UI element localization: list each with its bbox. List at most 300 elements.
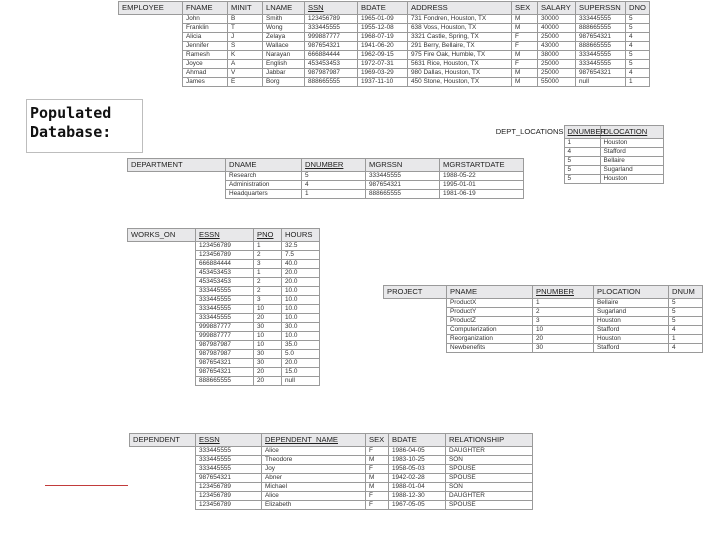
table-cell: 987654321 xyxy=(576,33,626,42)
table-cell: Joyce xyxy=(183,60,228,69)
table-cell: SPOUSE xyxy=(446,501,533,510)
header-row xyxy=(130,434,533,447)
department-table xyxy=(127,158,524,199)
header-row xyxy=(119,2,650,15)
table-cell: 333445555 xyxy=(576,15,626,24)
table-cell: 4 xyxy=(669,344,703,353)
table-row xyxy=(128,278,320,287)
table-cell: 888665555 xyxy=(196,377,254,386)
row-spacer xyxy=(128,181,226,190)
table-cell: 5631 Rice, Houston, TX xyxy=(408,60,512,69)
table-row xyxy=(128,314,320,323)
row-spacer xyxy=(128,190,226,199)
table-cell: Reorganization xyxy=(447,335,533,344)
table-row xyxy=(130,501,533,510)
table-row xyxy=(119,15,650,24)
table-cell: Sugarland xyxy=(600,166,663,175)
table-cell: M xyxy=(366,483,389,492)
row-spacer xyxy=(384,317,447,326)
table-cell: 888665555 xyxy=(366,190,440,199)
table-cell: SPOUSE xyxy=(446,465,533,474)
table-cell: 10.0 xyxy=(282,287,320,296)
table-row xyxy=(128,242,320,251)
table-cell: 999887777 xyxy=(196,323,254,332)
table-cell: 1995-01-01 xyxy=(440,181,524,190)
table-cell: Franklin xyxy=(183,24,228,33)
table-cell: 30000 xyxy=(538,15,576,24)
table-cell: 20 xyxy=(254,368,282,377)
table-cell: K xyxy=(228,51,263,60)
row-spacer xyxy=(128,305,196,314)
table-row xyxy=(128,287,320,296)
row-spacer xyxy=(128,287,196,296)
table-cell: 43000 xyxy=(538,42,576,51)
table-cell: 2 xyxy=(254,287,282,296)
row-spacer xyxy=(119,15,183,24)
table-cell: 5 xyxy=(564,157,600,166)
table-cell: F xyxy=(366,447,389,456)
table-cell: null xyxy=(576,78,626,87)
column-header: SUPERSSN xyxy=(576,2,626,15)
table-cell: Wallace xyxy=(263,42,305,51)
table-cell: 1958-05-03 xyxy=(389,465,446,474)
table-cell: Zelaya xyxy=(263,33,305,42)
table-cell: 1968-07-19 xyxy=(358,33,408,42)
table-cell: 25000 xyxy=(538,60,576,69)
table-cell: 20 xyxy=(254,377,282,386)
employee-grid xyxy=(118,1,650,87)
row-spacer xyxy=(128,260,196,269)
table-cell: B xyxy=(228,15,263,24)
table-cell: Narayan xyxy=(263,51,305,60)
table-cell: ProductY xyxy=(447,308,533,317)
table-cell: 999887777 xyxy=(196,332,254,341)
row-spacer xyxy=(119,24,183,33)
column-header: FNAME xyxy=(183,2,228,15)
table-cell: 3 xyxy=(254,260,282,269)
table-cell: Ramesh xyxy=(183,51,228,60)
table-cell: F xyxy=(512,33,538,42)
table-cell: 987987987 xyxy=(196,350,254,359)
table-cell: 2 xyxy=(254,278,282,287)
table-cell: Newbenefits xyxy=(447,344,533,353)
row-spacer xyxy=(130,447,196,456)
table-cell: 30 xyxy=(254,350,282,359)
table-row xyxy=(128,296,320,305)
table-cell: 731 Fondren, Houston, TX xyxy=(408,15,512,24)
table-cell: 4 xyxy=(626,33,650,42)
table-cell: 4 xyxy=(626,69,650,78)
row-spacer xyxy=(119,60,183,69)
table-cell: 333445555 xyxy=(196,447,262,456)
table-cell: 980 Dallas, Houston, TX xyxy=(408,69,512,78)
table-cell: Headquarters xyxy=(226,190,302,199)
table-row xyxy=(128,190,524,199)
table-row xyxy=(128,359,320,368)
table-cell: Houston xyxy=(600,139,663,148)
table-cell: 333445555 xyxy=(196,456,262,465)
column-header: DNAME xyxy=(226,159,302,172)
table-cell: 30.0 xyxy=(282,323,320,332)
table-cell: 1 xyxy=(254,269,282,278)
table-cell: 1 xyxy=(302,190,366,199)
row-spacer xyxy=(128,172,226,181)
column-header: ADDRESS xyxy=(408,2,512,15)
table-cell: M xyxy=(366,474,389,483)
table-cell: 5 xyxy=(626,24,650,33)
table-cell: Administration xyxy=(226,181,302,190)
table-cell: Alicia xyxy=(183,33,228,42)
table-cell: 20.0 xyxy=(282,269,320,278)
row-spacer xyxy=(119,69,183,78)
table-cell: 888665555 xyxy=(576,42,626,51)
table-cell: 333445555 xyxy=(196,287,254,296)
row-spacer xyxy=(128,341,196,350)
table-cell: 5 xyxy=(626,51,650,60)
table-cell: 1 xyxy=(533,299,594,308)
column-header: SSN xyxy=(305,2,358,15)
column-header: DNO xyxy=(626,2,650,15)
table-row xyxy=(119,24,650,33)
table-cell: 888665555 xyxy=(305,78,358,87)
table-cell: DAUGHTER xyxy=(446,492,533,501)
table-cell: 123456789 xyxy=(196,483,262,492)
column-header: ESSN xyxy=(196,434,262,447)
table-cell: M xyxy=(512,78,538,87)
table-cell: Sugarland xyxy=(594,308,669,317)
table-cell: M xyxy=(512,51,538,60)
table-cell: 1981-06-19 xyxy=(440,190,524,199)
table-cell: M xyxy=(366,456,389,465)
table-cell: 2 xyxy=(254,251,282,260)
row-spacer xyxy=(119,33,183,42)
table-cell: ProductZ xyxy=(447,317,533,326)
row-spacer xyxy=(128,251,196,260)
table-cell: 1955-12-08 xyxy=(358,24,408,33)
table-cell: 10.0 xyxy=(282,332,320,341)
table-cell: 123456789 xyxy=(305,15,358,24)
table-row xyxy=(130,456,533,465)
column-header: MINIT xyxy=(228,2,263,15)
table-cell: 4 xyxy=(564,148,600,157)
table-cell: 30 xyxy=(533,344,594,353)
row-spacer xyxy=(119,42,183,51)
table-name: PROJECT xyxy=(384,286,447,299)
table-cell: 1 xyxy=(669,335,703,344)
column-header: SEX xyxy=(366,434,389,447)
table-cell: 3321 Castle, Spring, TX xyxy=(408,33,512,42)
column-header: PNAME xyxy=(447,286,533,299)
row-spacer xyxy=(128,377,196,386)
table-row xyxy=(128,332,320,341)
works-on-grid xyxy=(127,228,320,386)
project-grid xyxy=(383,285,703,353)
table-cell: Stafford xyxy=(594,344,669,353)
table-name: DEPT_LOCATIONS xyxy=(495,127,564,136)
table-cell: M xyxy=(512,24,538,33)
table-cell: Joy xyxy=(262,465,366,474)
table-cell: Jabbar xyxy=(263,69,305,78)
table-cell: 3 xyxy=(533,317,594,326)
table-cell: F xyxy=(366,492,389,501)
row-spacer xyxy=(128,350,196,359)
table-cell: 666884444 xyxy=(305,51,358,60)
table-row xyxy=(128,269,320,278)
column-header: HOURS xyxy=(282,229,320,242)
table-cell: 987654321 xyxy=(196,474,262,483)
table-cell: 10 xyxy=(533,326,594,335)
table-name: WORKS_ON xyxy=(128,229,196,242)
table-row xyxy=(119,78,650,87)
table-row xyxy=(384,326,703,335)
table-row xyxy=(128,350,320,359)
table-cell: 38000 xyxy=(538,51,576,60)
table-cell: 10.0 xyxy=(282,314,320,323)
table-cell: Theodore xyxy=(262,456,366,465)
row-spacer xyxy=(128,296,196,305)
table-row xyxy=(130,483,533,492)
header-row xyxy=(384,286,703,299)
table-row xyxy=(128,172,524,181)
table-name: DEPENDENT xyxy=(130,434,196,447)
table-cell: Stafford xyxy=(600,148,663,157)
row-spacer xyxy=(384,344,447,353)
table-name: DEPARTMENT xyxy=(128,159,226,172)
row-spacer xyxy=(128,269,196,278)
table-cell: 1988-05-22 xyxy=(440,172,524,181)
table-cell: SPOUSE xyxy=(446,474,533,483)
table-cell: 5 xyxy=(626,15,650,24)
table-cell: M xyxy=(512,15,538,24)
table-row xyxy=(130,474,533,483)
table-cell: 333445555 xyxy=(576,51,626,60)
table-cell: 5 xyxy=(669,317,703,326)
table-cell: DAUGHTER xyxy=(446,447,533,456)
row-spacer xyxy=(130,501,196,510)
table-row xyxy=(384,308,703,317)
table-cell: F xyxy=(512,42,538,51)
table-cell: E xyxy=(228,78,263,87)
table-cell: 987654321 xyxy=(366,181,440,190)
column-header: ESSN xyxy=(196,229,254,242)
column-header: MGRSTARTDATE xyxy=(440,159,524,172)
column-header: DNUMBER xyxy=(564,126,600,139)
table-row xyxy=(467,139,663,148)
column-header: LNAME xyxy=(263,2,305,15)
table-row xyxy=(128,368,320,377)
table-cell: 5 xyxy=(302,172,366,181)
row-spacer xyxy=(128,278,196,287)
row-spacer xyxy=(467,148,564,157)
header-row xyxy=(128,159,524,172)
table-cell: 987654321 xyxy=(305,42,358,51)
table-cell: 4 xyxy=(302,181,366,190)
table-cell: 25000 xyxy=(538,69,576,78)
table-row xyxy=(128,181,524,190)
table-cell: 5 xyxy=(564,166,600,175)
table-row xyxy=(128,341,320,350)
column-header: RELATIONSHIP xyxy=(446,434,533,447)
table-cell: F xyxy=(366,501,389,510)
table-row xyxy=(467,148,663,157)
table-cell: 450 Stone, Houston, TX xyxy=(408,78,512,87)
table-cell: Houston xyxy=(594,335,669,344)
table-cell: 1962-09-15 xyxy=(358,51,408,60)
table-cell: 5 xyxy=(564,175,600,184)
table-cell: 20 xyxy=(533,335,594,344)
table-cell: 1986-04-05 xyxy=(389,447,446,456)
header-row xyxy=(467,126,663,139)
row-spacer xyxy=(130,456,196,465)
table-row xyxy=(128,251,320,260)
table-cell: 35.0 xyxy=(282,341,320,350)
table-cell: 999887777 xyxy=(305,33,358,42)
table-cell: 1941-06-20 xyxy=(358,42,408,51)
column-header: MGRSSN xyxy=(366,159,440,172)
table-cell: 20.0 xyxy=(282,359,320,368)
row-spacer xyxy=(384,308,447,317)
row-spacer xyxy=(128,359,196,368)
column-header: PNUMBER xyxy=(533,286,594,299)
table-cell: 333445555 xyxy=(366,172,440,181)
table-row xyxy=(130,465,533,474)
table-cell: Jennifer xyxy=(183,42,228,51)
table-cell: 1983-10-25 xyxy=(389,456,446,465)
table-cell: 2 xyxy=(533,308,594,317)
table-cell: Wong xyxy=(263,24,305,33)
table-cell: S xyxy=(228,42,263,51)
table-cell: Michael xyxy=(262,483,366,492)
column-header: BDATE xyxy=(358,2,408,15)
table-cell: 10 xyxy=(254,305,282,314)
column-header: SEX xyxy=(512,2,538,15)
table-row xyxy=(130,492,533,501)
table-cell: F xyxy=(366,465,389,474)
table-cell: 1972-07-31 xyxy=(358,60,408,69)
table-cell: Houston xyxy=(600,175,663,184)
table-cell: 20 xyxy=(254,314,282,323)
table-cell: 4 xyxy=(626,42,650,51)
row-spacer xyxy=(130,492,196,501)
table-cell: 123456789 xyxy=(196,501,262,510)
table-cell: 987987987 xyxy=(196,341,254,350)
table-cell: 638 Voss, Houston, TX xyxy=(408,24,512,33)
table-cell: 987654321 xyxy=(196,359,254,368)
row-spacer xyxy=(128,242,196,251)
table-cell: 1937-11-10 xyxy=(358,78,408,87)
table-cell: 453453453 xyxy=(196,269,254,278)
dependent-table xyxy=(129,433,533,510)
table-cell: Alice xyxy=(262,447,366,456)
row-spacer xyxy=(128,323,196,332)
column-header: DNUMBER xyxy=(302,159,366,172)
table-cell: A xyxy=(228,60,263,69)
row-spacer xyxy=(130,465,196,474)
row-spacer xyxy=(128,368,196,377)
table-cell: 40000 xyxy=(538,24,576,33)
table-cell: 1967-05-05 xyxy=(389,501,446,510)
table-cell: 888665555 xyxy=(576,24,626,33)
table-cell: T xyxy=(228,24,263,33)
table-cell: SON xyxy=(446,456,533,465)
table-cell: 10.0 xyxy=(282,305,320,314)
table-cell: 32.5 xyxy=(282,242,320,251)
table-row xyxy=(384,335,703,344)
table-cell: 3 xyxy=(254,296,282,305)
table-cell: Elizabeth xyxy=(262,501,366,510)
table-cell: 123456789 xyxy=(196,242,254,251)
table-row xyxy=(119,33,650,42)
table-cell: 10.0 xyxy=(282,296,320,305)
table-row xyxy=(119,42,650,51)
table-cell: 1 xyxy=(626,78,650,87)
table-cell: 7.5 xyxy=(282,251,320,260)
table-cell: 123456789 xyxy=(196,251,254,260)
table-cell: 1 xyxy=(564,139,600,148)
table-cell: SON xyxy=(446,483,533,492)
table-cell: 4 xyxy=(669,326,703,335)
row-spacer xyxy=(384,335,447,344)
table-cell: Abner xyxy=(262,474,366,483)
table-cell: 5 xyxy=(669,299,703,308)
table-cell: Research xyxy=(226,172,302,181)
table-cell: Bellaire xyxy=(594,299,669,308)
table-row xyxy=(128,305,320,314)
column-header: BDATE xyxy=(389,434,446,447)
table-cell: 30 xyxy=(254,359,282,368)
table-row xyxy=(128,323,320,332)
row-spacer xyxy=(128,314,196,323)
column-header: DLOCATION xyxy=(600,126,663,139)
table-row xyxy=(128,377,320,386)
table-cell: 30 xyxy=(254,323,282,332)
table-cell: 1942-02-28 xyxy=(389,474,446,483)
table-name: EMPLOYEE xyxy=(119,2,183,15)
table-cell: 25000 xyxy=(538,33,576,42)
table-cell: 987987987 xyxy=(305,69,358,78)
table-cell: 333445555 xyxy=(196,314,254,323)
table-cell: 333445555 xyxy=(305,24,358,33)
table-row xyxy=(384,344,703,353)
table-cell: 291 Berry, Bellaire, TX xyxy=(408,42,512,51)
table-cell: John xyxy=(183,15,228,24)
row-spacer xyxy=(384,299,447,308)
column-header: DNUM xyxy=(669,286,703,299)
table-cell: 10 xyxy=(254,332,282,341)
table-row xyxy=(384,299,703,308)
row-spacer xyxy=(128,332,196,341)
header-row xyxy=(128,229,320,242)
table-cell: 10 xyxy=(254,341,282,350)
department-grid xyxy=(127,158,524,199)
table-cell: Ahmad xyxy=(183,69,228,78)
table-cell: 1965-01-09 xyxy=(358,15,408,24)
table-cell: M xyxy=(512,69,538,78)
table-cell: 5.0 xyxy=(282,350,320,359)
table-cell: 975 Fire Oak, Humble, TX xyxy=(408,51,512,60)
project-table xyxy=(383,285,703,353)
table-cell: 1969-03-29 xyxy=(358,69,408,78)
table-row xyxy=(119,60,650,69)
table-cell: 1988-01-04 xyxy=(389,483,446,492)
column-header: SALARY xyxy=(538,2,576,15)
table-cell: 5 xyxy=(626,60,650,69)
table-cell: 333445555 xyxy=(196,465,262,474)
table-cell: 20.0 xyxy=(282,278,320,287)
dependent-grid xyxy=(129,433,533,510)
column-header: PNO xyxy=(254,229,282,242)
table-cell: 666884444 xyxy=(196,260,254,269)
